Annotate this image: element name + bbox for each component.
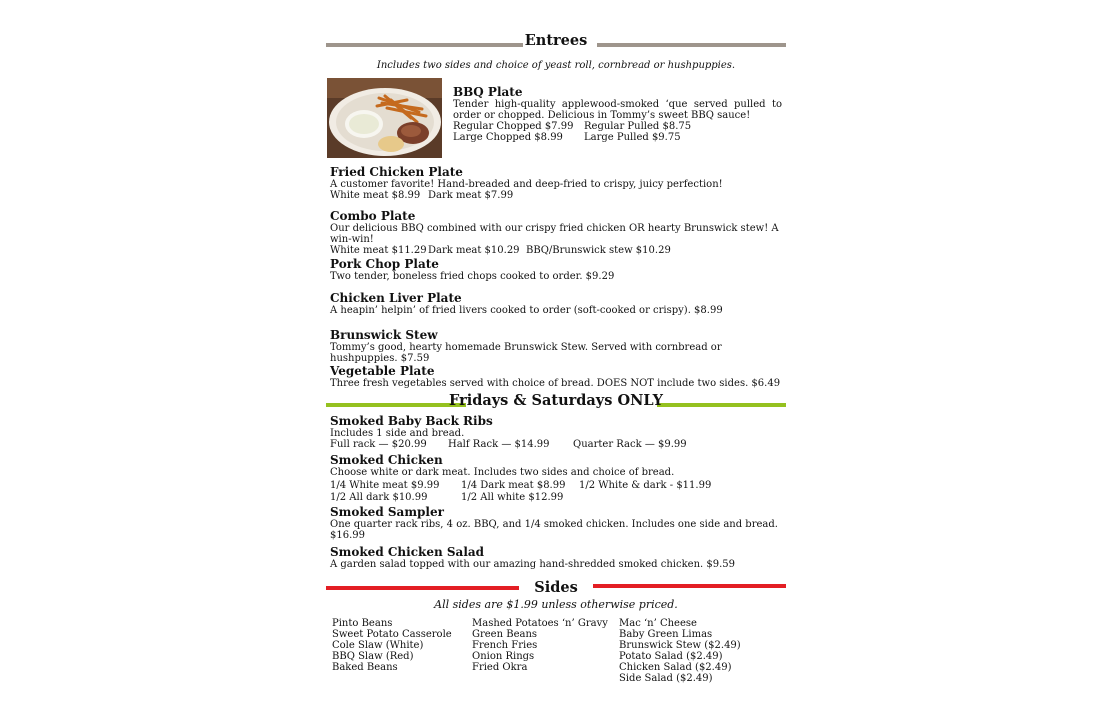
brunswick-stew-name: Brunswick Stew — [330, 328, 438, 342]
combo-dark-price: Dark meat $10.29 — [428, 245, 520, 256]
entrees-header — [326, 32, 786, 58]
chicken-liver-desc: A heapin’ helpin’ of fried livers cooked to order (soft-cooked or crispy). $8.99 — [330, 305, 723, 316]
sampler-name: Smoked Sampler — [330, 505, 444, 519]
vegetable-plate-item — [330, 365, 786, 389]
bbq-price-large-pulled: Large Pulled $9.75 — [584, 132, 681, 143]
side-item: Chicken Salad ($2.49) — [619, 662, 732, 673]
side-item: Baby Green Limas — [619, 629, 713, 640]
entrees-title: Entrees — [524, 32, 588, 49]
side-item: Onion Rings — [472, 651, 535, 662]
combo-plate-prices — [330, 245, 786, 256]
side-item: BBQ Slaw (Red) — [332, 651, 414, 662]
fried-chicken-prices — [330, 190, 786, 201]
side-item: Fried Okra — [472, 662, 528, 673]
ribs-half-price: Half Rack — $14.99 — [448, 439, 550, 450]
chicken-salad-item — [330, 546, 786, 570]
pork-chop-desc: Two tender, boneless fried chops cooked to order. $9.29 — [330, 271, 615, 282]
smoked-chicken-quarter-dark: 1/4 Dark meat $8.99 — [461, 480, 566, 491]
side-item: Potato Salad ($2.49) — [619, 651, 723, 662]
combo-plate-desc: Our delicious BBQ combined with our crispy fried chicken OR hearty Brunswick stew! A win-win! — [330, 223, 779, 245]
sampler-item — [330, 506, 786, 541]
side-item: Sweet Potato Casserole — [332, 629, 452, 640]
smoked-chicken-half-mixed: 1/2 White & dark - $11.99 — [579, 480, 712, 491]
sides-subtitle: All sides are $1.99 unless otherwise priced. — [434, 598, 678, 611]
side-item: Cole Slaw (White) — [332, 640, 424, 651]
sides-title: Sides — [534, 579, 578, 596]
smoked-chicken-item — [330, 454, 786, 503]
bbq-plate-prices-row1 — [453, 121, 782, 132]
brunswick-stew-desc: Tommy’s good, hearty homemade Brunswick Stew. Served with cornbread or hushpuppies. $7.59 — [330, 342, 722, 364]
chicken-liver-item — [330, 292, 786, 316]
smoked-chicken-desc: Choose white or dark meat. Includes two sides and choice of bread. — [330, 467, 675, 478]
ribs-item — [330, 415, 786, 450]
bbq-price-regular-chopped: Regular Chopped $7.99 — [453, 121, 574, 132]
side-item: Green Beans — [472, 629, 538, 640]
side-item: French Fries — [472, 640, 538, 651]
fried-chicken-name: Fried Chicken Plate — [330, 165, 463, 179]
combo-plate-name: Combo Plate — [330, 209, 416, 223]
bbq-plate-prices-row2 — [453, 132, 782, 143]
fridays-title: Fridays & Saturdays ONLY — [449, 392, 663, 409]
side-item: Mac ‘n’ Cheese — [619, 618, 697, 629]
sides-column-1 — [332, 618, 452, 673]
chicken-liver-name: Chicken Liver Plate — [330, 291, 462, 305]
sides-column-3 — [619, 618, 741, 684]
ribs-desc: Includes 1 side and bread. — [330, 428, 465, 439]
chicken-salad-desc: A garden salad topped with our amazing hand-shredded smoked chicken. $9.59 — [330, 559, 735, 570]
vegetable-plate-desc: Three fresh vegetables served with choice of bread. DOES NOT include two sides. $6.49 — [330, 378, 781, 389]
bbq-price-large-chopped: Large Chopped $8.99 — [453, 132, 563, 143]
side-item: Brunswick Stew ($2.49) — [619, 640, 741, 651]
side-item: Mashed Potatoes ‘n’ Gravy — [472, 618, 608, 629]
bbq-price-regular-pulled: Regular Pulled $8.75 — [584, 121, 692, 132]
side-item: Pinto Beans — [332, 618, 393, 629]
bbq-plate-photo — [327, 78, 442, 158]
bbq-plate-item — [453, 86, 782, 143]
vegetable-plate-name: Vegetable Plate — [330, 364, 435, 378]
smoked-chicken-half-white: 1/2 All white $12.99 — [461, 492, 564, 503]
brunswick-stew-item — [330, 329, 786, 364]
menu-page — [326, 0, 786, 720]
smoked-chicken-half-dark: 1/2 All dark $10.99 — [330, 492, 428, 503]
bbq-plate-name: BBQ Plate — [453, 85, 523, 99]
ribs-name: Smoked Baby Back Ribs — [330, 414, 493, 428]
entrees-subtitle: Includes two sides and choice of yeast roll, cornbread or hushpuppies. — [376, 60, 736, 71]
fried-chicken-item — [330, 166, 786, 201]
combo-white-price: White meat $11.29 — [330, 245, 427, 256]
combo-plate-item — [330, 210, 786, 256]
fried-chicken-desc: A customer favorite! Hand-breaded and deep-fried to crispy, juicy perfection! — [330, 179, 723, 190]
ribs-quarter-price: Quarter Rack — $9.99 — [573, 439, 687, 450]
combo-stew-price: BBQ/Brunswick stew $10.29 — [526, 245, 671, 256]
smoked-chicken-prices-row2 — [330, 492, 786, 503]
smoked-chicken-quarter-white: 1/4 White meat $9.99 — [330, 480, 440, 491]
ribs-prices — [330, 439, 786, 450]
smoked-chicken-prices-row1 — [330, 480, 786, 491]
side-item: Side Salad ($2.49) — [619, 673, 713, 684]
bbq-plate-desc: Tender high-quality applewood-smoked ‘que served pulled to order or chopped. Delicious in Tommy’s sweet BBQ sauce! — [453, 99, 782, 121]
fried-chicken-dark-price: Dark meat $7.99 — [428, 190, 514, 201]
sampler-desc: One quarter rack ribs, 4 oz. BBQ, and 1/4 smoked chicken. Includes one side and bread. $16.99 — [330, 519, 778, 541]
sides-column-2 — [472, 618, 608, 673]
chicken-salad-name: Smoked Chicken Salad — [330, 545, 485, 559]
pork-chop-name: Pork Chop Plate — [330, 257, 439, 271]
side-item: Baked Beans — [332, 662, 398, 673]
smoked-chicken-name: Smoked Chicken — [330, 453, 443, 467]
ribs-full-price: Full rack — $20.99 — [330, 439, 427, 450]
pork-chop-item — [330, 258, 786, 282]
fried-chicken-white-price: White meat $8.99 — [330, 190, 421, 201]
